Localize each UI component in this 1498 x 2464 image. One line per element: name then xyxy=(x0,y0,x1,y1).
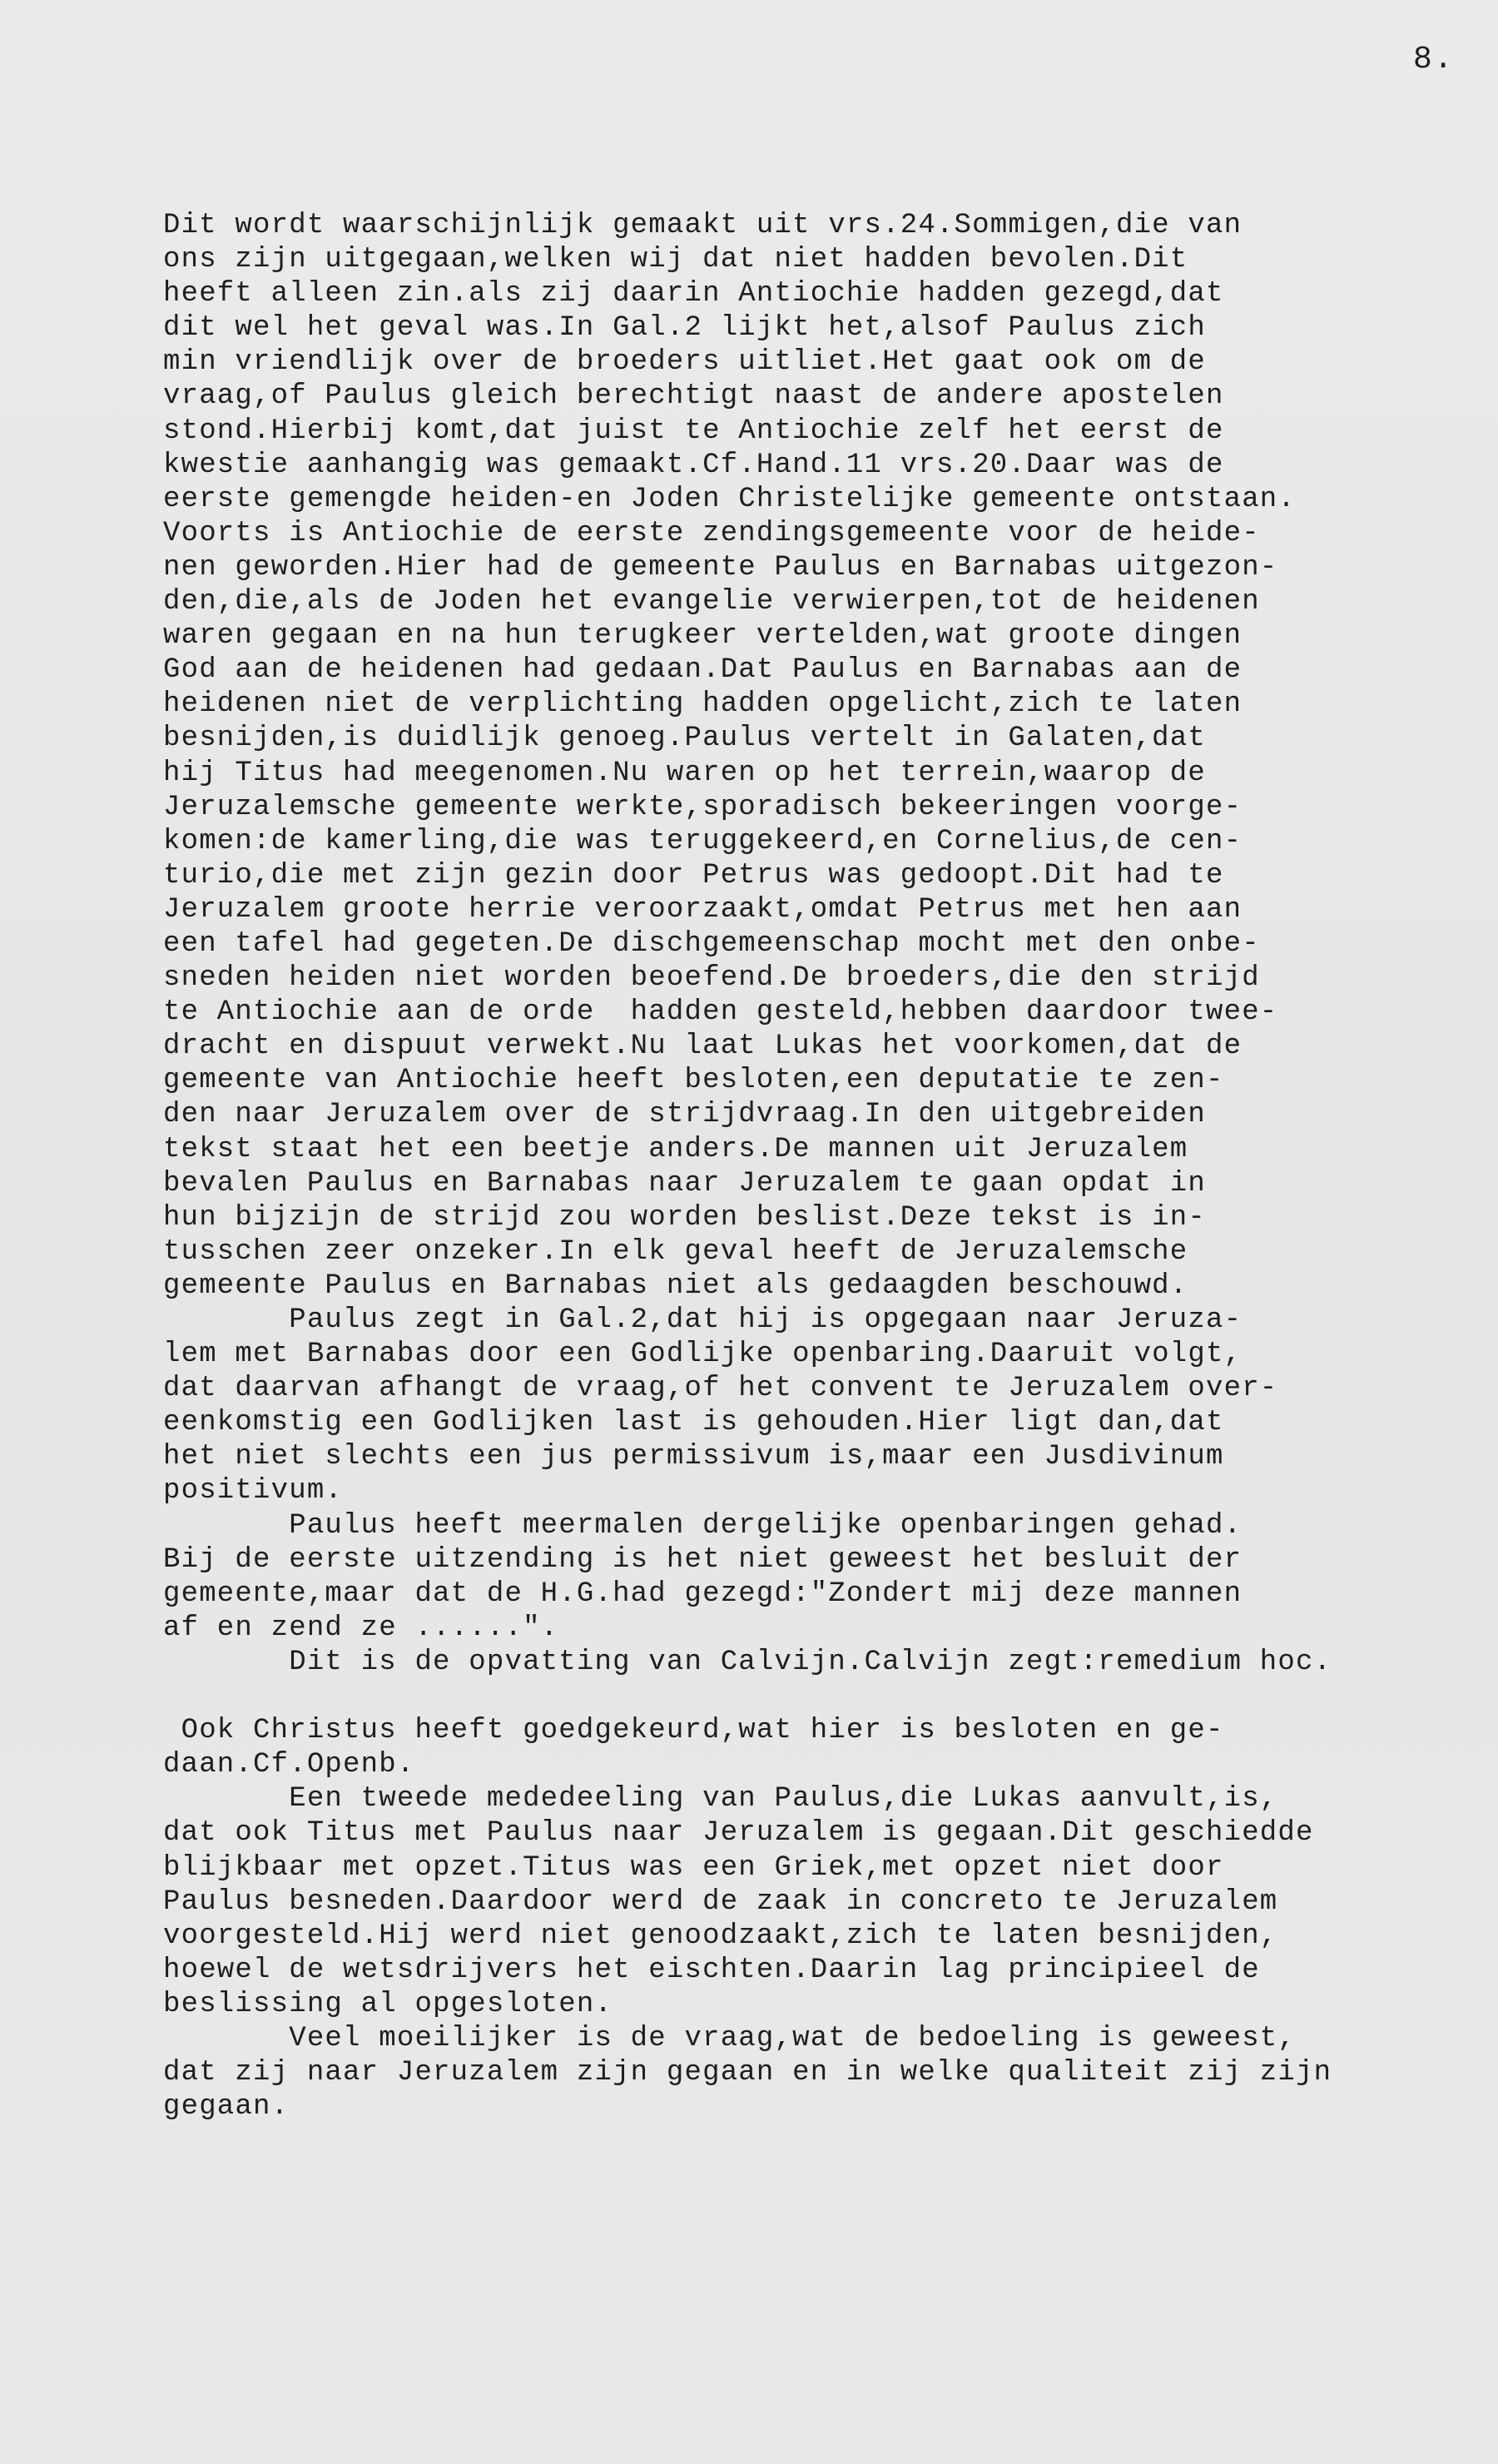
text-line: af en zend ze ......". xyxy=(163,1612,559,1644)
text-line: hij Titus had meegenomen.Nu waren op het terrein,waarop de xyxy=(163,757,1206,789)
text-line: komen:de kamerling,die was teruggekeerd,en Cornelius,de cen- xyxy=(163,825,1243,857)
text-line: gemeente van Antiochie heeft besloten,een deputatie te zen- xyxy=(163,1065,1224,1097)
text-line: Paulus heeft meermalen dergelijke openbaringen gehad. xyxy=(163,1509,1243,1542)
blank-line xyxy=(163,1680,1486,1714)
text-line: dat zij naar Jeruzalem zijn gegaan en in welke qualiteit zij zijn xyxy=(163,2057,1332,2089)
text-line: dit wel het geval was.In Gal.2 lijkt het,alsof Paulus zich xyxy=(163,312,1206,345)
text-line: een tafel had gegeten.De dischgemeenschap mocht met den onbe- xyxy=(163,927,1260,960)
page-number: 8. xyxy=(1413,42,1455,77)
text-line: blijkbaar met opzet.Titus was een Griek,met opzet niet door xyxy=(163,1851,1224,1884)
text-line: Voorts is Antiochie de eerste zendingsgemeente voor de heide- xyxy=(163,517,1260,549)
text-line: hun bijzijn de strijd zou worden beslist.Deze tekst is in- xyxy=(163,1201,1206,1234)
text-line: nen geworden.Hier had de gemeente Paulus en Barnabas uitgezon- xyxy=(163,551,1278,584)
text-line: sneden heiden niet worden beoefend.De broeders,die den strijd xyxy=(163,962,1260,995)
text-line: voorgesteld.Hij werd niet genoodzaakt,zich te laten besnijden, xyxy=(163,1920,1278,1952)
text-line: Paulus zegt in Gal.2,dat hij is opgegaan naar Jeruza- xyxy=(163,1304,1243,1336)
text-line: Jeruzalem groote herrie veroorzaakt,omdat Petrus met hen aan xyxy=(163,893,1243,926)
text-line: beslissing al opgesloten. xyxy=(163,1988,613,2020)
text-line: Ook Christus heeft goedgekeurd,wat hier is besloten en ge- xyxy=(163,1715,1224,1747)
text-line: daan.Cf.Openb. xyxy=(163,1749,415,1781)
text-line: gemeente Paulus en Barnabas niet als gedaagden beschouwd. xyxy=(163,1269,1188,1302)
text-line: heeft alleen zin.als zij daarin Antiochie hadden gezegd,dat xyxy=(163,278,1224,310)
text-line: lem met Barnabas door een Godlijke openbaring.Daaruit volgt, xyxy=(163,1339,1243,1371)
text-line: eerste gemengde heiden-en Joden Christelijke gemeente ontstaan. xyxy=(163,483,1297,515)
text-line: tusschen zeer onzeker.In elk geval heeft de Jeruzalemsche xyxy=(163,1235,1188,1268)
text-line: tekst staat het een beetje anders.De mannen uit Jeruzalem xyxy=(163,1133,1188,1165)
text-line: Bij de eerste uitzending is het niet geweest het besluit der xyxy=(163,1543,1243,1576)
text-line: Dit wordt waarschijnlijk gemaakt uit vrs.24.Sommigen,die van xyxy=(163,210,1243,241)
text-line: dat ook Titus met Paulus naar Jeruzalem is gegaan.Dit geschiedde xyxy=(163,1817,1314,1850)
text-line: Veel moeilijker is de vraag,wat de bedoeling is geweest, xyxy=(163,2022,1297,2054)
text-line: Een tweede mededeeling van Paulus,die Lukas aanvult,is, xyxy=(163,1783,1278,1816)
text-line: ons zijn uitgegaan,welken wij dat niet hadden bevolen.Dit xyxy=(163,244,1188,276)
text-line: dat daarvan afhangt de vraag,of het convent te Jeruzalem over- xyxy=(163,1373,1278,1405)
text-line: kwestie aanhangig was gemaakt.Cf.Hand.11 vrs.20.Daar was de xyxy=(163,449,1224,481)
text-line: God aan de heidenen had gedaan.Dat Paulus en Barnabas aan de xyxy=(163,654,1243,687)
text-line: waren gegaan en na hun terugkeer vertelden,wat groote dingen xyxy=(163,620,1243,653)
text-line: Dit is de opvatting van Calvijn.Calvijn zegt:remedium hoc. xyxy=(163,1646,1332,1678)
text-line: min vriendlijk over de broeders uitliet.Het gaat ook om de xyxy=(163,346,1206,379)
text-line: het niet slechts een jus permissivum is,maar een Jusdivinum xyxy=(163,1441,1224,1473)
text-line: gemeente,maar dat de H.G.had gezegd:"Zondert mij deze mannen xyxy=(163,1577,1243,1610)
text-line: vraag,of Paulus gleich berechtigt naast de andere apostelen xyxy=(163,380,1224,413)
text-line: stond.Hierbij komt,dat juist te Antiochie zelf het eerst de xyxy=(163,415,1224,447)
text-line: dracht en dispuut verwekt.Nu laat Lukas het voorkomen,dat de xyxy=(163,1031,1243,1063)
text-line: den naar Jeruzalem over de strijdvraag.In den uitgebreiden xyxy=(163,1099,1206,1131)
text-line: gegaan. xyxy=(163,2091,290,2124)
text-line: te Antiochie aan de orde hadden gesteld,hebben daardoor twee- xyxy=(163,996,1278,1029)
body-text xyxy=(163,209,1486,2124)
text-line: heidenen niet de verplichting hadden opgelicht,zich te laten xyxy=(163,688,1243,721)
text-line: positivum. xyxy=(163,1475,344,1508)
text-line: eenkomstig een Godlijken last is gehouden.Hier ligt dan,dat xyxy=(163,1407,1224,1439)
text-line: bevalen Paulus en Barnabas naar Jeruzalem te gaan opdat in xyxy=(163,1167,1206,1200)
text-line: turio,die met zijn gezin door Petrus was gedoopt.Dit had te xyxy=(163,859,1224,892)
text-line: Paulus besneden.Daardoor werd de zaak in concreto te Jeruzalem xyxy=(163,1885,1278,1918)
text-line: besnijden,is duidlijk genoeg.Paulus vertelt in Galaten,dat xyxy=(163,723,1206,755)
text-line: Jeruzalemsche gemeente werkte,sporadisch bekeeringen voorge- xyxy=(163,791,1243,823)
text-line: hoewel de wetsdrijvers het eischten.Daarin lag principieel de xyxy=(163,1954,1260,1986)
text-line: den,die,als de Joden het evangelie verwierpen,tot de heidenen xyxy=(163,586,1260,618)
